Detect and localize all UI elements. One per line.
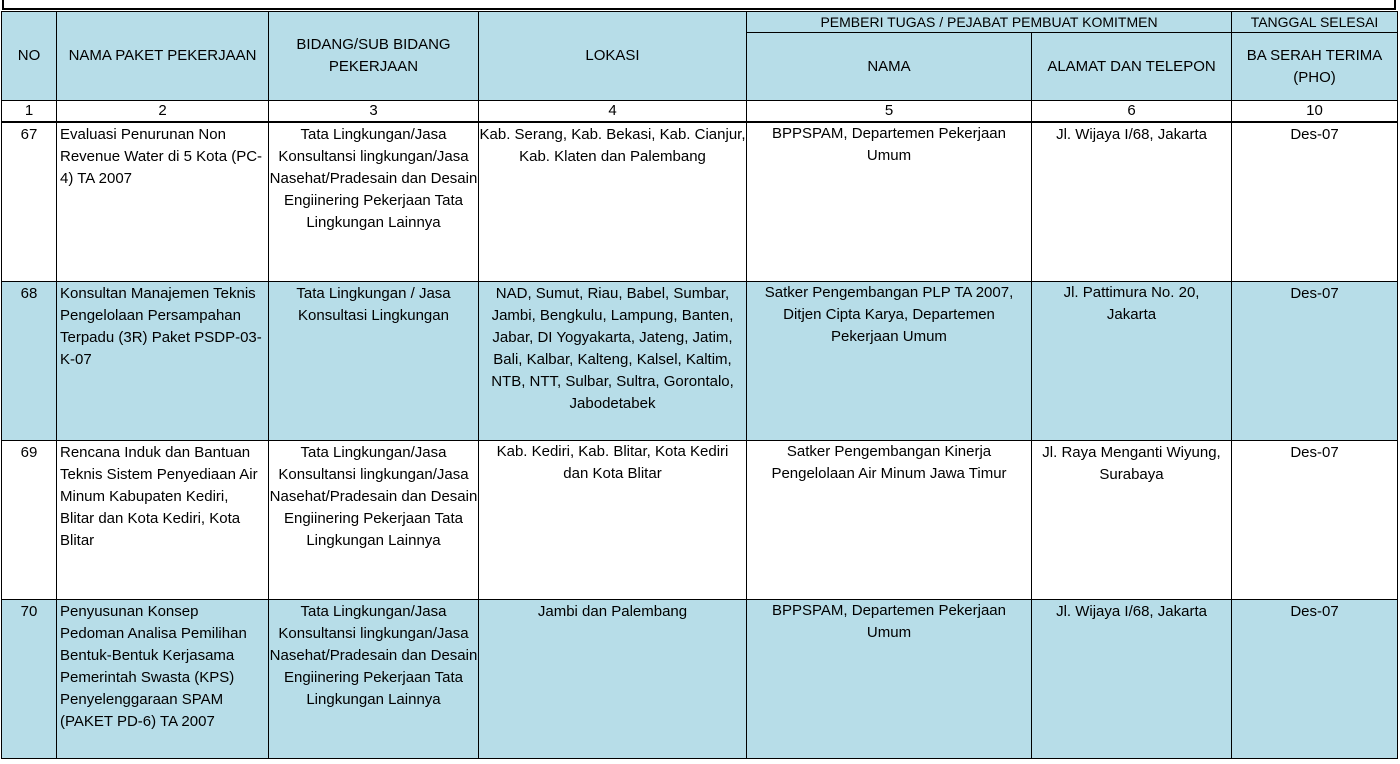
header-pemberi-tugas: PEMBERI TUGAS / PEJABAT PEMBUAT KOMITMEN [747,12,1232,33]
column-number: 6 [1032,101,1232,123]
cell-nama: BPPSPAM, Departemen Pekerjaan Umum [747,600,1032,759]
cell-lokasi: NAD, Sumut, Riau, Babel, Sumbar, Jambi, Bengkulu, Lampung, Banten, Jabar, DI Yogyakarta, Jateng, Jatim, Bali, Kalbar, Kalteng, Kalsel, Kaltim, NTB, NTT, Sulbar, Sultra, Gorontalo, Jabodetabek [479,282,747,441]
column-number-row [2,101,1398,123]
cell-alamat: Jl. Wijaya I/68, Jakarta [1032,122,1232,282]
column-number: 1 [2,101,57,123]
cell-no: 69 [2,441,57,600]
column-number: 4 [479,101,747,123]
column-number: 3 [269,101,479,123]
column-number: 5 [747,101,1032,123]
cell-nama-paket: Penyusunan Konsep Pedoman Analisa Pemilihan Bentuk-Bentuk Kerjasama Pemerintah Swasta (KPS) Penyelenggaraan SPAM (PAKET PD-6) TA 2007 [57,600,269,759]
cell-nama-paket: Rencana Induk dan Bantuan Teknis Sistem Penyediaan Air Minum Kabupaten Kediri, Blitar dan Kota Kediri, Kota Blitar [57,441,269,600]
top-frame [2,0,1396,10]
work-package-table [1,11,1398,759]
header-bidang: BIDANG/SUB BIDANG PEKERJAAN [269,12,479,101]
cell-tanggal: Des-07 [1232,441,1398,600]
cell-no: 67 [2,122,57,282]
cell-tanggal: Des-07 [1232,600,1398,759]
cell-nama: Satker Pengembangan PLP TA 2007, Ditjen Cipta Karya, Departemen Pekerjaan Umum [747,282,1032,441]
cell-alamat: Jl. Wijaya I/68, Jakarta [1032,600,1232,759]
header-tanggal-selesai: TANGGAL SELESAI [1232,12,1398,33]
header-lokasi: LOKASI [479,12,747,101]
header-no: NO [2,12,57,101]
header-ba-serah-terima: BA SERAH TERIMA (PHO) [1232,33,1398,101]
cell-alamat: Jl. Pattimura No. 20, Jakarta [1032,282,1232,441]
table-row [2,122,1398,282]
cell-no: 68 [2,282,57,441]
header-nama-paket: NAMA PAKET PEKERJAAN [57,12,269,101]
cell-nama-paket: Evaluasi Penurunan Non Revenue Water di 5 Kota (PC-4) TA 2007 [57,122,269,282]
cell-nama-paket: Konsultan Manajemen Teknis Pengelolaan Persampahan Terpadu (3R) Paket PSDP-03-K-07 [57,282,269,441]
column-number: 2 [57,101,269,123]
cell-bidang: Tata Lingkungan/Jasa Konsultansi lingkungan/Jasa Nasehat/Pradesain dan Desain Engiinering Pekerjaan Tata Lingkungan Lainnya [269,441,479,600]
table-row [2,282,1398,441]
cell-lokasi: Jambi dan Palembang [479,600,747,759]
table-row [2,441,1398,600]
cell-bidang: Tata Lingkungan/Jasa Konsultansi lingkungan/Jasa Nasehat/Pradesain dan Desain Engiinering Pekerjaan Tata Lingkungan Lainnya [269,600,479,759]
cell-tanggal: Des-07 [1232,282,1398,441]
cell-alamat: Jl. Raya Menganti Wiyung, Surabaya [1032,441,1232,600]
cell-bidang: Tata Lingkungan/Jasa Konsultansi lingkungan/Jasa Nasehat/Pradesain dan Desain Engiinering Pekerjaan Tata Lingkungan Lainnya [269,122,479,282]
header-alamat: ALAMAT DAN TELEPON [1032,33,1232,101]
cell-tanggal: Des-07 [1232,122,1398,282]
cell-lokasi: Kab. Serang, Kab. Bekasi, Kab. Cianjur, Kab. Klaten dan Palembang [479,122,747,282]
cell-nama: BPPSPAM, Departemen Pekerjaan Umum [747,122,1032,282]
column-number: 10 [1232,101,1398,123]
table-row [2,600,1398,759]
cell-nama: Satker Pengembangan Kinerja Pengelolaan Air Minum Jawa Timur [747,441,1032,600]
cell-no: 70 [2,600,57,759]
cell-lokasi: Kab. Kediri, Kab. Blitar, Kota Kediri dan Kota Blitar [479,441,747,600]
cell-bidang: Tata Lingkungan / Jasa Konsultasi Lingkungan [269,282,479,441]
header-nama: NAMA [747,33,1032,101]
